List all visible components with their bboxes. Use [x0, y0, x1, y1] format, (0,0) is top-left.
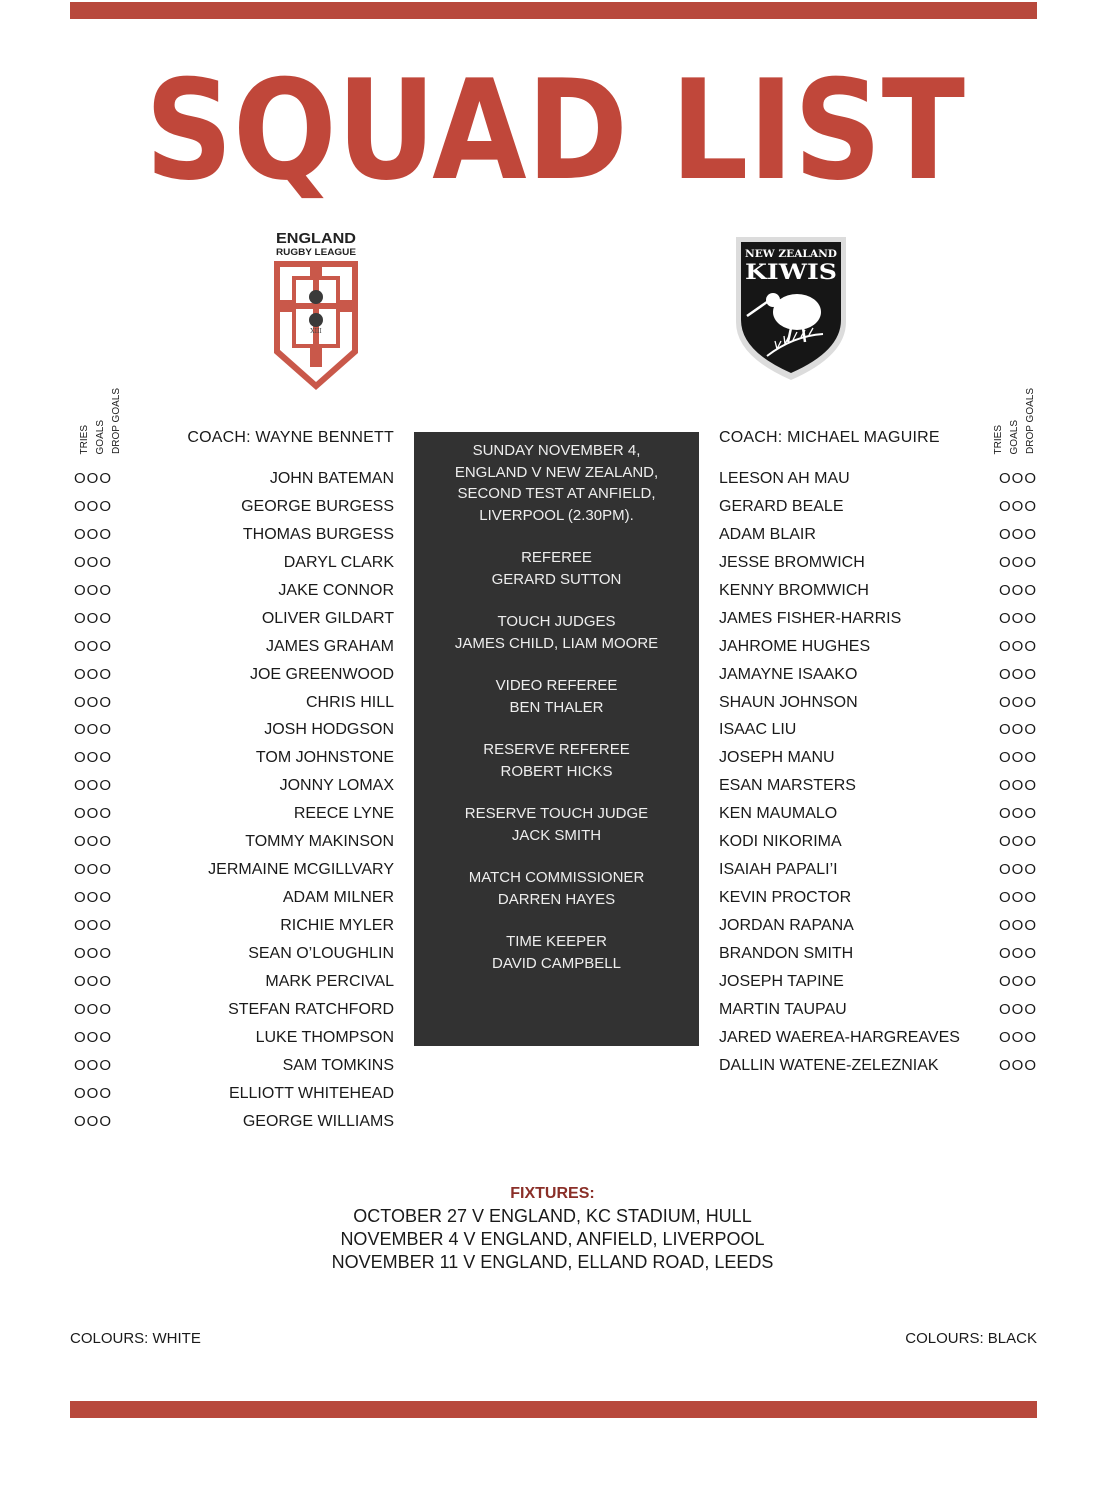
player-name: JONNY LOMAX — [279, 777, 394, 795]
player-name: STEFAN RATCHFORD — [228, 1000, 394, 1018]
stat-circles: OOO — [998, 749, 1037, 767]
player-name: GEORGE WILLIAMS — [242, 1112, 394, 1130]
england-coach: COACH: WAYNE BENNETT — [187, 429, 394, 446]
svg-text:KIWIS: KIWIS — [745, 259, 837, 284]
player-name: JOE GREENWOOD — [249, 665, 394, 683]
official-name: GERARD SUTTON — [491, 570, 622, 588]
player-row — [74, 581, 394, 609]
player-name: JOSH HODGSON — [264, 721, 394, 739]
player-row — [74, 553, 394, 581]
official-block — [414, 547, 699, 611]
official-name: DAVID CAMPBELL — [492, 954, 621, 972]
player-row — [74, 497, 394, 525]
player-row — [74, 1084, 394, 1112]
england-rugby-league-logo — [272, 228, 360, 394]
official-block — [414, 739, 699, 803]
svg-text:XIII: XIII — [310, 328, 322, 335]
official-name: ROBERT HICKS — [500, 762, 613, 780]
player-name: CHRIS HILL — [305, 693, 394, 711]
player-name: ISAAC LIU — [719, 721, 797, 739]
player-row — [719, 804, 1037, 832]
stat-circles: OOO — [998, 889, 1037, 907]
player-name: ISAIAH PAPALI’I — [719, 861, 838, 879]
stat-circles: OOO — [998, 1000, 1037, 1018]
player-name: TOM JOHNSTONE — [255, 749, 394, 767]
england-stat-headers — [79, 382, 129, 454]
player-row — [719, 665, 1037, 693]
new-zealand-kiwis-logo — [733, 234, 849, 384]
player-name: JESSE BROMWICH — [719, 553, 865, 571]
england-colours: COLOURS: WHITE — [70, 1330, 201, 1347]
fixtures-heading: FIXTURES: — [510, 1185, 595, 1202]
fixture-line: NOVEMBER 4 V ENGLAND, ANFIELD, LIVERPOOL — [340, 1229, 765, 1249]
stat-circles: OOO — [998, 944, 1037, 962]
stat-circles: OOO — [74, 1112, 113, 1130]
stat-circles: OOO — [74, 609, 113, 627]
player-name: KODI NIKORIMA — [719, 833, 842, 851]
player-row — [74, 748, 394, 776]
stat-circles: OOO — [998, 861, 1037, 879]
stat-circles: OOO — [74, 581, 113, 599]
official-role: RESERVE REFEREE — [483, 741, 630, 758]
player-name: JOHN BATEMAN — [269, 470, 394, 487]
player-name: MARTIN TAUPAU — [719, 1000, 847, 1018]
player-row — [74, 720, 394, 748]
official-name: DARREN HAYES — [497, 890, 616, 908]
player-name: JERMAINE MCGILLVARY — [208, 861, 394, 879]
player-name: MARK PERCIVAL — [265, 972, 394, 990]
player-row — [719, 888, 1037, 916]
player-name: LEESON AH MAU — [719, 470, 850, 487]
stat-circles: OOO — [74, 693, 113, 711]
player-row — [74, 1000, 394, 1028]
player-name: GERARD BEALE — [719, 497, 844, 515]
stat-circles: OOO — [74, 1028, 113, 1046]
official-block — [414, 611, 699, 675]
official-role: RESERVE TOUCH JUDGE — [464, 805, 649, 822]
player-row — [719, 609, 1037, 637]
match-details: SUNDAY NOVEMBER 4, ENGLAND V NEW ZEALAND, SECOND TEST AT ANFIELD, LIVERPOOL (2.30PM). — [454, 442, 659, 524]
player-row — [719, 776, 1037, 804]
player-name: TOMMY MAKINSON — [245, 833, 394, 851]
player-row — [74, 832, 394, 860]
england-squad-list — [74, 469, 394, 1140]
stat-circles: OOO — [998, 1028, 1037, 1046]
stat-circles: OOO — [998, 581, 1037, 599]
tries-header: TRIES — [993, 424, 1004, 454]
player-name: GEORGE BURGESS — [241, 497, 394, 515]
player-name: OLIVER GILDART — [261, 609, 394, 627]
stat-circles: OOO — [74, 777, 113, 795]
player-name: ELLIOTT WHITEHEAD — [228, 1084, 394, 1102]
player-row — [719, 720, 1037, 748]
player-name: DARYL CLARK — [283, 553, 394, 571]
player-name: RICHIE MYLER — [280, 917, 394, 934]
stat-circles: OOO — [998, 525, 1037, 543]
stat-circles: OOO — [998, 805, 1037, 823]
player-row — [74, 1028, 394, 1056]
player-row — [719, 1000, 1037, 1028]
player-name: THOMAS BURGESS — [242, 525, 394, 543]
stat-circles: OOO — [998, 609, 1037, 627]
player-name: JORDAN RAPANA — [719, 917, 854, 934]
player-name: KENNY BROMWICH — [719, 581, 869, 599]
stat-circles: OOO — [74, 525, 113, 543]
player-row — [719, 916, 1037, 944]
stat-circles: OOO — [998, 777, 1037, 795]
player-name: DALLIN WATENE-ZELEZNIAK — [719, 1056, 939, 1074]
player-row — [719, 525, 1037, 553]
svg-text:NEW ZEALAND: NEW ZEALAND — [745, 249, 838, 260]
player-row — [74, 972, 394, 1000]
stat-circles: OOO — [998, 470, 1037, 487]
official-name: JAMES CHILD, LIAM MOORE — [454, 634, 659, 652]
player-row — [719, 832, 1037, 860]
page-title — [140, 50, 970, 211]
svg-text:ENGLAND: ENGLAND — [276, 230, 357, 247]
stat-circles: OOO — [74, 1056, 113, 1074]
player-name: JOSEPH TAPINE — [719, 972, 844, 990]
player-row — [719, 944, 1037, 972]
stat-circles: OOO — [998, 1056, 1037, 1074]
official-name: BEN THALER — [509, 698, 604, 716]
fixtures-section — [0, 1182, 1105, 1274]
player-row — [719, 469, 1037, 497]
stat-circles: OOO — [74, 805, 113, 823]
player-name: JOSEPH MANU — [719, 749, 835, 767]
official-block — [414, 867, 699, 931]
official-block — [414, 931, 699, 995]
stat-circles: OOO — [998, 665, 1037, 683]
official-role: VIDEO REFEREE — [495, 677, 618, 694]
stat-circles: OOO — [998, 917, 1037, 934]
player-name: REECE LYNE — [293, 805, 394, 823]
stat-circles: OOO — [998, 553, 1037, 571]
stat-circles: OOO — [998, 693, 1037, 711]
player-name: KEN MAUMALO — [719, 805, 838, 823]
player-row — [74, 776, 394, 804]
stat-circles: OOO — [74, 749, 113, 767]
player-row — [719, 497, 1037, 525]
bottom-accent-bar — [70, 1401, 1037, 1418]
player-row — [74, 693, 394, 721]
stat-circles: OOO — [74, 553, 113, 571]
drop-goals-header: DROP GOALS — [111, 388, 122, 454]
match-info-panel — [414, 432, 699, 1046]
player-name: SEAN O’LOUGHLIN — [248, 944, 394, 962]
stat-circles: OOO — [74, 665, 113, 683]
stat-circles: OOO — [74, 497, 113, 515]
player-row — [74, 804, 394, 832]
official-role: MATCH COMMISSIONER — [468, 869, 645, 886]
player-name: LUKE THOMPSON — [255, 1028, 394, 1046]
stat-circles: OOO — [74, 861, 113, 879]
player-row — [719, 637, 1037, 665]
player-row — [74, 665, 394, 693]
stat-circles: OOO — [998, 637, 1037, 655]
svg-text:SQUAD LIST: SQUAD LIST — [145, 50, 965, 211]
stat-circles: OOO — [74, 833, 113, 851]
svg-text:RUGBY LEAGUE: RUGBY LEAGUE — [276, 247, 356, 257]
player-row — [74, 916, 394, 944]
stat-circles: OOO — [74, 721, 113, 739]
player-name: JAMES FISHER-HARRIS — [719, 609, 902, 627]
stat-circles: OOO — [998, 721, 1037, 739]
player-row — [74, 944, 394, 972]
fixture-line: OCTOBER 27 V ENGLAND, KC STADIUM, HULL — [353, 1206, 752, 1226]
player-row — [74, 888, 394, 916]
player-row — [74, 1056, 394, 1084]
official-role: TIME KEEPER — [506, 933, 607, 950]
official-role: TOUCH JUDGES — [497, 613, 616, 630]
player-name: ADAM BLAIR — [719, 525, 816, 543]
player-row — [74, 525, 394, 553]
official-role: REFEREE — [521, 549, 592, 566]
official-block — [414, 803, 699, 867]
player-row — [719, 748, 1037, 776]
player-name: JAKE CONNOR — [278, 581, 394, 599]
nz-colours: COLOURS: BLACK — [905, 1330, 1037, 1347]
player-row — [74, 1112, 394, 1140]
stat-circles: OOO — [74, 889, 113, 907]
player-row — [74, 609, 394, 637]
drop-goals-header: DROP GOALS — [1025, 388, 1036, 454]
player-row — [719, 693, 1037, 721]
player-name: SHAUN JOHNSON — [719, 693, 858, 711]
official-block — [414, 675, 699, 739]
stat-circles: OOO — [74, 470, 113, 487]
goals-header: GOALS — [95, 419, 106, 454]
player-row — [74, 469, 394, 497]
stat-circles: OOO — [74, 917, 113, 934]
player-row — [719, 553, 1037, 581]
player-row — [719, 1056, 1037, 1084]
stat-circles: OOO — [998, 497, 1037, 515]
player-row — [719, 972, 1037, 1000]
nz-coach: COACH: MICHAEL MAGUIRE — [719, 429, 940, 446]
nz-stat-headers — [993, 382, 1043, 454]
stat-circles: OOO — [998, 972, 1037, 990]
nz-squad-list — [719, 469, 1037, 1084]
player-name: JAHROME HUGHES — [719, 637, 871, 655]
stat-circles: OOO — [74, 637, 113, 655]
stat-circles: OOO — [74, 1084, 113, 1102]
player-name: KEVIN PROCTOR — [719, 889, 852, 907]
official-name: JACK SMITH — [511, 826, 602, 844]
player-name: JAMES GRAHAM — [265, 637, 394, 655]
stat-circles: OOO — [998, 833, 1037, 851]
player-name: ESAN MARSTERS — [719, 777, 856, 795]
stat-circles: OOO — [74, 1000, 113, 1018]
player-row — [74, 637, 394, 665]
tries-header: TRIES — [79, 424, 90, 454]
player-name: SAM TOMKINS — [282, 1056, 394, 1074]
player-name: BRANDON SMITH — [719, 944, 854, 962]
player-name: JAMAYNE ISAAKO — [719, 665, 858, 683]
fixture-line: NOVEMBER 11 V ENGLAND, ELLAND ROAD, LEEDS — [331, 1252, 774, 1272]
stat-circles: OOO — [74, 944, 113, 962]
player-row — [719, 581, 1037, 609]
goals-header: GOALS — [1009, 419, 1020, 454]
player-row — [719, 1028, 1037, 1056]
player-row — [74, 860, 394, 888]
player-row — [719, 860, 1037, 888]
player-name: ADAM MILNER — [282, 889, 394, 907]
player-name: JARED WAEREA-HARGREAVES — [719, 1028, 960, 1046]
top-accent-bar — [70, 2, 1037, 19]
stat-circles: OOO — [74, 972, 113, 990]
